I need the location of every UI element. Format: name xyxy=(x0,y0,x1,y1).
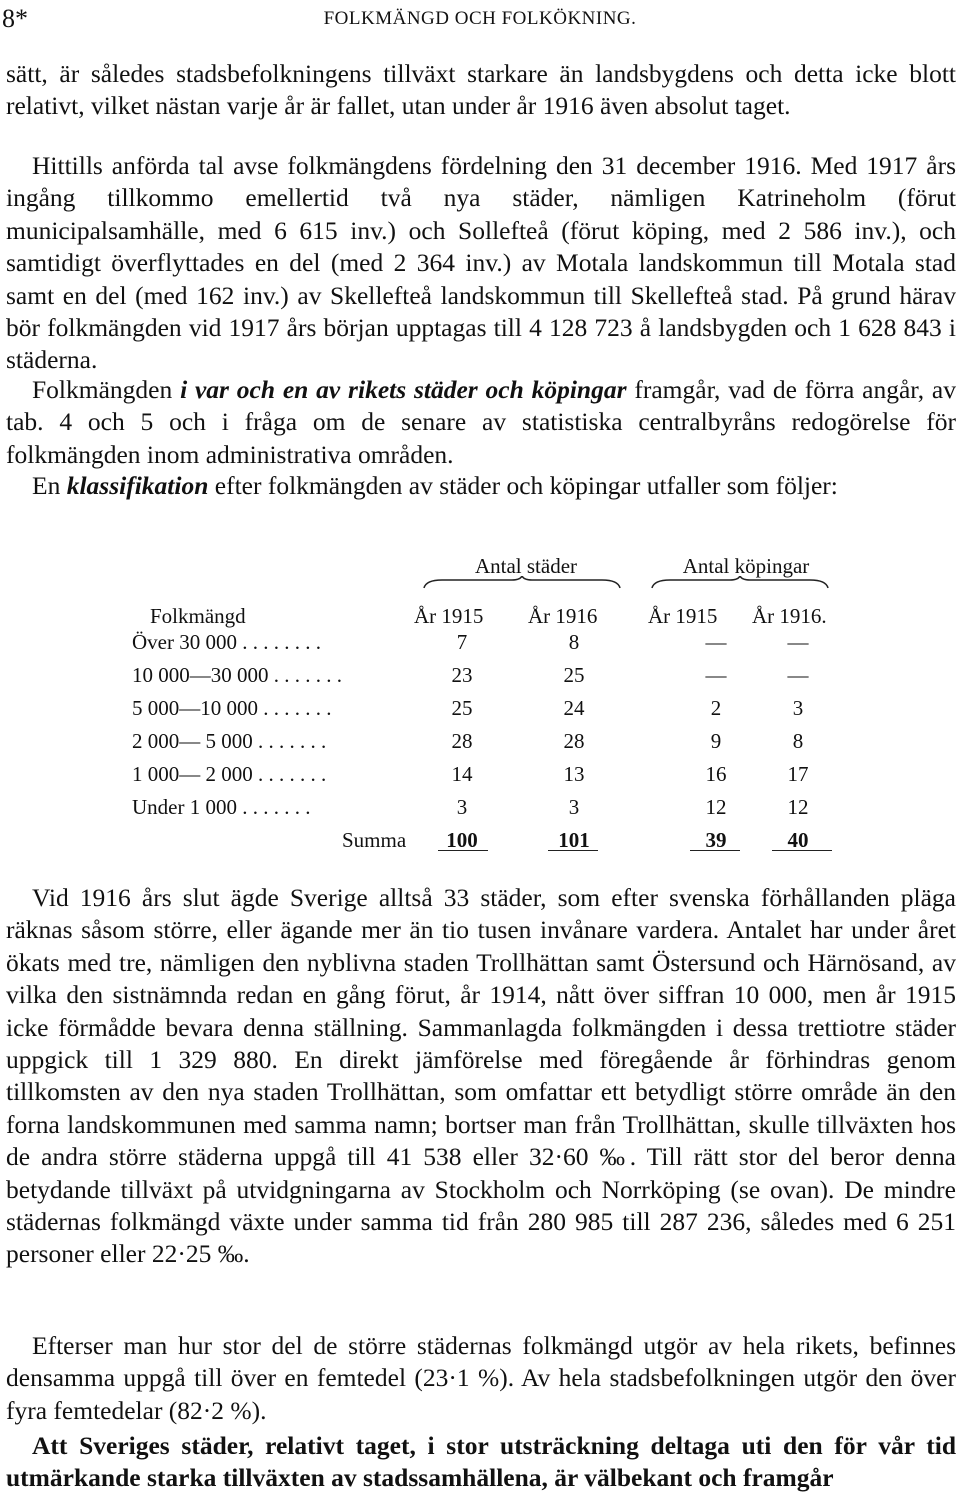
paragraph-4-start: En xyxy=(32,471,67,500)
cell-cities-1915: 3 xyxy=(456,795,468,819)
group-header-towns: Antal köpingar xyxy=(682,554,810,578)
cell-towns-1915: 12 xyxy=(705,795,727,819)
sum-towns-1915: 39 xyxy=(705,828,727,852)
cell-towns-1915: 16 xyxy=(705,762,727,786)
cell-towns-1916: 3 xyxy=(792,696,804,720)
brace-cities xyxy=(422,576,622,590)
paragraph-3-end: framgår, vad de förra angår, av tab. 4 och 5 och i fråga om de senare av statistiska centralbyråns redogörelse för folkmängden inom administrativa områden. xyxy=(6,375,956,469)
col-header-towns-1915: År 1915 xyxy=(648,604,718,628)
cell-towns-1916: — xyxy=(787,630,809,654)
page-header xyxy=(0,4,960,34)
classification-table xyxy=(0,548,960,858)
paragraph-5: Vid 1916 års slut ägde Sverige alltså 33 städer, som efter svenska förhållanden pläga räknas såsom större, eller ägande mer än tio tusen invånare vardera. Antalet har under året ökats med tre, nämligen den nyblivna staden Trollhättan samt Östersund och Härnösand, av vilka den sistnämnda redan en gång förut, år 1914, nått över siffran 10 000, men år 1915 icke förmådde bevara denna ställning. Sammanlagda folkmängden i dessa trettiotre städer uppgick till 1 329 880. En direkt jämförelse med föregående år förhindras genom tillkomsten av den nya staden Trollhättan, som omfattar ett betydligt större område än den forna landskommunen med samma namn; bortser man från Trollhättan, skulle tillväxten hos de andra större städerna uppgå till 41 538 eller 32·60 ‰. Till rätt stor del beror denna betydande tillväxt på utvidgningarna av Stockholm och Norrköping (se ovan). De mindre städernas folkmängd växte under samma tid från 280 985 till 287 236, således med 6 251 personer eller 22·25 ‰. xyxy=(6,883,956,1269)
row-label: 10 000—30 000 . . . . . . . xyxy=(132,663,342,687)
row-label: Över 30 000 . . . . . . . . xyxy=(132,630,321,654)
cell-towns-1916: — xyxy=(787,663,809,687)
paragraph-3 xyxy=(6,374,956,471)
col-header-towns-1916: År 1916. xyxy=(752,604,827,628)
cell-towns-1916: 12 xyxy=(787,795,809,819)
sum-cities-1915: 100 xyxy=(446,828,478,852)
cell-cities-1915: 25 xyxy=(451,696,473,720)
paragraph-7: Att Sveriges städer, relativt taget, i stor utsträckning deltaga uti den för vår tid utmärkande starka tillväxten av stadssamhällena, är välbekant och framgår xyxy=(6,1431,956,1493)
row-label: 1 000— 2 000 . . . . . . . xyxy=(132,762,327,786)
table-row xyxy=(0,729,960,763)
cell-cities-1915: 23 xyxy=(451,663,473,687)
group-header-cities: Antal städer xyxy=(474,554,578,578)
cell-cities-1916: 8 xyxy=(568,630,580,654)
cell-cities-1915: 14 xyxy=(451,762,473,786)
cell-cities-1916: 13 xyxy=(563,762,585,786)
cell-cities-1916: 24 xyxy=(563,696,585,720)
paragraph-2: Hittills anförda tal avse folkmängdens fördelning den 31 december 1916. Med 1917 års ingång tillkommo emellertid två nya städer, nämligen Katrineholm (förut municipalsamhälle, med 6 615 inv.) och Sollefteå (förut köping, med 2 586 inv.), och samtidigt överflyttades en del (med 2 364 inv.) av Motala landskommun till Motala stad samt en del (med 162 inv.) av Skellefteå landskommun till Skellefteå stad. På grund härav bör folkmängden vid 1917 års början upptagas till 4 128 723 å landsbygden och 1 628 843 i städerna. xyxy=(6,151,956,375)
row-label: 5 000—10 000 . . . . . . . xyxy=(132,696,332,720)
sum-towns-1916: 40 xyxy=(787,828,809,852)
running-title: FOLKMÄNGD OCH FOLKÖKNING. xyxy=(323,8,637,29)
table-row xyxy=(0,762,960,796)
cell-towns-1915: — xyxy=(705,663,727,687)
cell-towns-1915: 2 xyxy=(710,696,722,720)
brace-towns xyxy=(650,576,830,590)
cell-towns-1916: 8 xyxy=(792,729,804,753)
sum-label: Summa xyxy=(342,828,407,852)
cell-cities-1915: 28 xyxy=(451,729,473,753)
paragraph-1: sätt, är således stadsbefolkningens tillväxt starkare än landsbygdens och detta icke blott relativt, vilket nästan varje år är fallet, utan under år 1916 även absolut taget. xyxy=(6,59,956,121)
cell-cities-1916: 3 xyxy=(568,795,580,819)
paragraph-3-start: Folkmängden xyxy=(32,375,181,404)
cell-towns-1915: — xyxy=(705,630,727,654)
table-sum-row xyxy=(0,828,960,862)
row-label: 2 000— 5 000 . . . . . . . xyxy=(132,729,327,753)
cell-cities-1916: 25 xyxy=(563,663,585,687)
col-header-cities-1915: År 1915 xyxy=(414,604,484,628)
paragraph-6: Efterser man hur stor del de större städernas folkmängd utgör av hela rikets, befinnes densamma uppgå till över en femtedel (23·1 %). Av hela stadsbefolkningen utgör den över fyra femtedelar (82·2 %). xyxy=(6,1331,956,1425)
cell-towns-1915: 9 xyxy=(710,729,722,753)
paragraph-4-end: efter folkmängden av städer och köpingar utfaller som följer: xyxy=(208,471,838,500)
paragraph-4 xyxy=(6,470,956,502)
table-row xyxy=(0,663,960,697)
col-header-cities-1916: År 1916 xyxy=(528,604,598,628)
cell-cities-1916: 28 xyxy=(563,729,585,753)
row-label: Under 1 000 . . . . . . . xyxy=(132,795,311,819)
sum-cities-1916: 101 xyxy=(558,828,590,852)
paragraph-3-emphasis: i var och en av rikets städer och köpingar xyxy=(180,375,627,404)
paragraph-4-emphasis: klassifikation xyxy=(66,471,209,500)
cell-cities-1915: 7 xyxy=(456,630,468,654)
col-header-folkmangd: Folkmängd xyxy=(150,604,246,628)
page-number: 8* xyxy=(2,4,28,33)
table-row xyxy=(0,630,960,664)
table-row xyxy=(0,795,960,829)
table-row xyxy=(0,696,960,730)
cell-towns-1916: 17 xyxy=(787,762,809,786)
